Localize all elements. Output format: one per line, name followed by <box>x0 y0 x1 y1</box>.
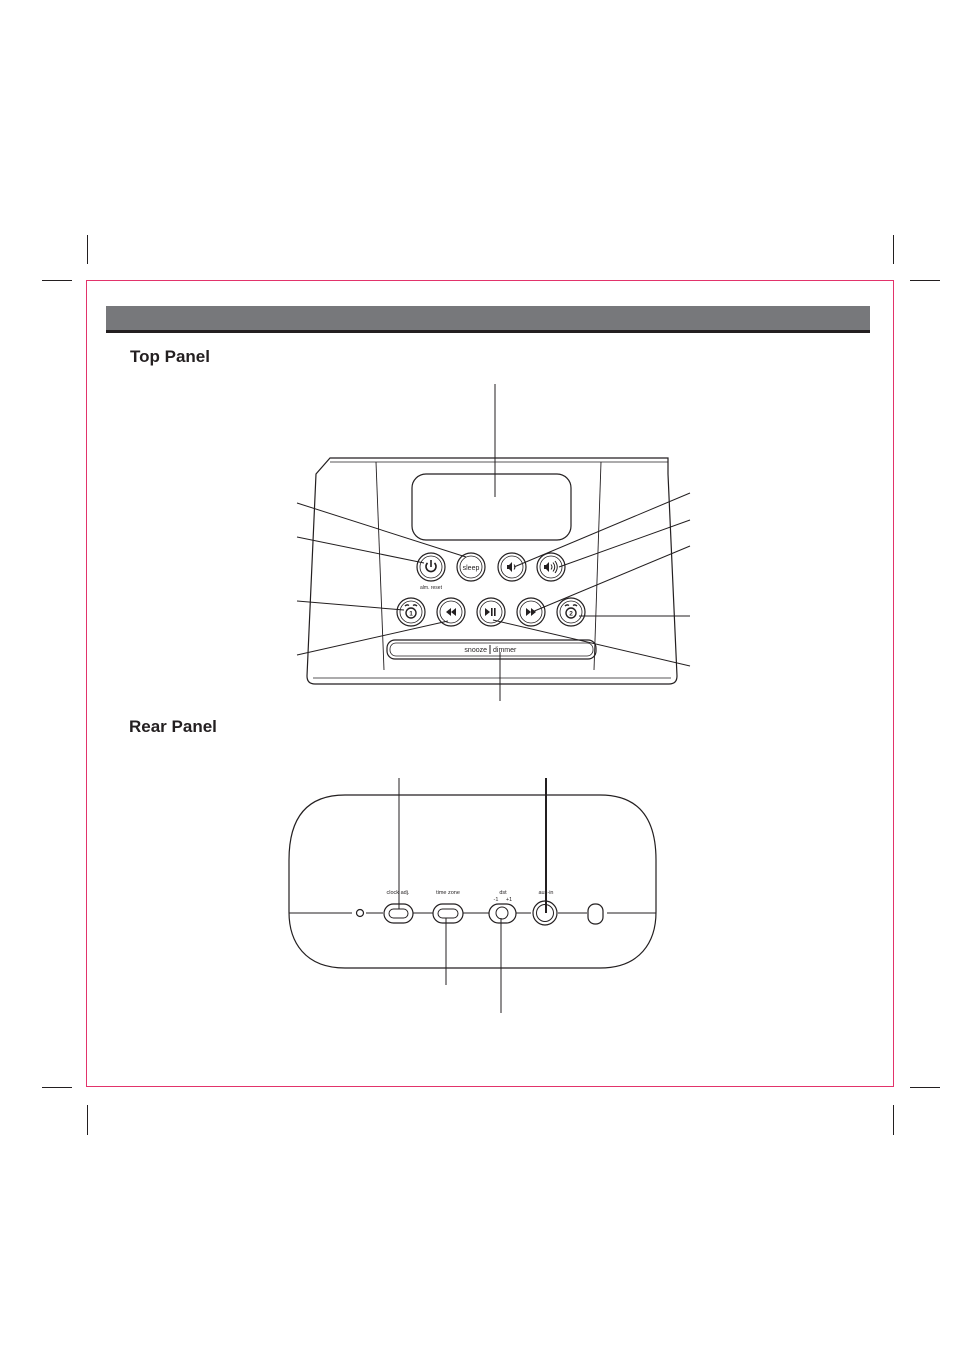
power-icon <box>426 560 436 572</box>
rewind-button[interactable] <box>437 598 465 626</box>
callout-power <box>297 537 424 563</box>
right-grille-edge <box>594 462 601 670</box>
rear-panel-callouts <box>399 778 546 1013</box>
rewind-icon <box>446 608 456 616</box>
clock-adj-label: clock adj. <box>386 890 410 896</box>
snooze-label: snooze <box>464 647 487 654</box>
callout-volume-up <box>559 520 690 567</box>
top-panel-title: Top Panel <box>130 347 210 366</box>
rear-panel-title: Rear Panel <box>129 717 217 736</box>
time-zone-label: time zone <box>436 890 460 896</box>
volume-down-button[interactable] <box>498 553 526 581</box>
dst-switch[interactable] <box>489 904 516 923</box>
callout-fast-forward <box>532 546 690 612</box>
callout-rewind <box>297 621 448 655</box>
reset-pinhole[interactable] <box>357 910 364 917</box>
volume-down-icon <box>507 562 515 572</box>
alarm-reset-label: alm. reset <box>420 585 442 591</box>
left-grille-edge <box>376 462 384 670</box>
dst-label: dst <box>499 890 507 896</box>
alarm1-number: 1 <box>409 610 413 618</box>
dst-plus-label: +1 <box>505 897 513 903</box>
top-panel-diagram <box>297 384 690 701</box>
callout-alarm1 <box>297 601 404 610</box>
time-zone-button[interactable] <box>433 904 463 923</box>
alarm2-number: 2 <box>569 610 573 618</box>
fast-forward-button[interactable] <box>517 598 545 626</box>
volume-up-button[interactable] <box>537 553 565 581</box>
fast-forward-icon <box>526 608 536 616</box>
rear-body-outline <box>289 795 656 968</box>
callout-sleep <box>297 503 466 557</box>
aux-in-label: aux-in <box>538 890 554 896</box>
display-window <box>412 474 571 540</box>
dst-minus-label: -1 <box>493 897 499 903</box>
dc-power-jack[interactable] <box>588 904 603 924</box>
rear-panel-diagram <box>289 778 656 1013</box>
volume-up-icon <box>544 561 557 573</box>
sleep-label: sleep <box>462 565 480 572</box>
dimmer-label: dimmer <box>493 647 517 654</box>
power-button[interactable] <box>417 553 445 581</box>
play-pause-icon <box>485 608 496 616</box>
snooze-dimmer-bar[interactable] <box>387 640 596 659</box>
